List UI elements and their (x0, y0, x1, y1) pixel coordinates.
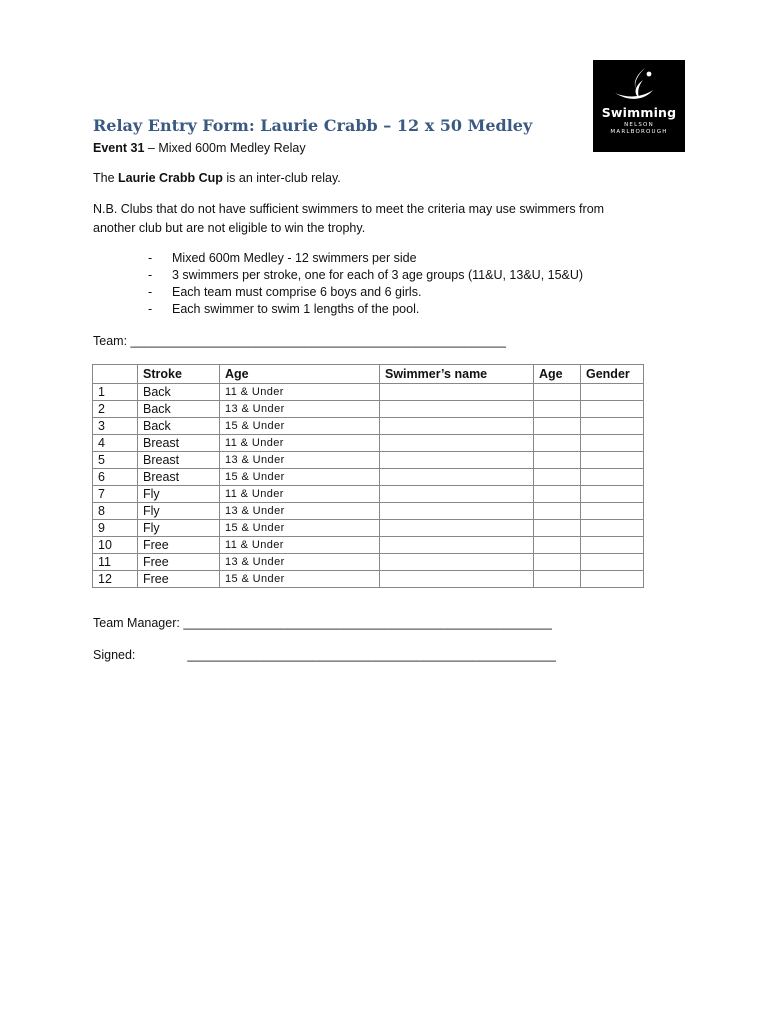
table-row (93, 554, 644, 571)
swimmer-age-cell[interactable] (534, 520, 581, 537)
logo-subtitle-line1: NELSON (624, 122, 654, 128)
page-title: Relay Entry Form: Laurie Crabb – 12 x 50 Medley (93, 116, 533, 135)
row-number: 9 (93, 520, 138, 537)
rule-item (148, 251, 583, 268)
row-stroke: Free (138, 571, 220, 588)
rule-item (148, 285, 583, 302)
table-row (93, 401, 644, 418)
signature-blank[interactable]: _____________________________________________________ (187, 648, 556, 662)
row-age-group: 13 & Under (220, 554, 380, 571)
row-number: 6 (93, 469, 138, 486)
swimmer-name-cell[interactable] (380, 571, 534, 588)
swimmer-age-cell[interactable] (534, 503, 581, 520)
row-stroke: Back (138, 418, 220, 435)
row-stroke: Fly (138, 503, 220, 520)
swimmer-age-cell[interactable] (534, 435, 581, 452)
swimmer-age-cell[interactable] (534, 554, 581, 571)
row-age-group: 11 & Under (220, 486, 380, 503)
note-line-1: N.B. Clubs that do not have sufficient swimmers to meet the criteria may use swimmers from (93, 202, 605, 216)
row-stroke: Fly (138, 486, 220, 503)
swimmer-age-cell[interactable] (534, 452, 581, 469)
event-label: Event 31 (93, 141, 145, 155)
swimmer-age-cell[interactable] (534, 537, 581, 554)
row-age-group: 11 & Under (220, 384, 380, 401)
row-stroke: Free (138, 537, 220, 554)
swimmer-gender-cell[interactable] (581, 571, 644, 588)
row-number: 11 (93, 554, 138, 571)
bullet-dash: - (148, 302, 153, 316)
row-number: 2 (93, 401, 138, 418)
swimmer-gender-cell[interactable] (581, 469, 644, 486)
swimmer-age-cell[interactable] (534, 418, 581, 435)
row-number: 8 (93, 503, 138, 520)
table-row (93, 537, 644, 554)
team-manager-blank[interactable]: _____________________________________________________ (183, 616, 552, 630)
swimmer-gender-cell[interactable] (581, 401, 644, 418)
logo-subtitle-line2: MARLBOROUGH (610, 129, 668, 135)
row-stroke: Breast (138, 452, 220, 469)
swimmer-age-cell[interactable] (534, 571, 581, 588)
swimmer-gender-cell[interactable] (581, 537, 644, 554)
swimmer-age-cell[interactable] (534, 384, 581, 401)
table-row (93, 435, 644, 452)
swimmer-age-cell[interactable] (534, 486, 581, 503)
team-manager-label: Team Manager: (93, 616, 180, 630)
header-number (93, 365, 138, 384)
swimmer-name-cell[interactable] (380, 401, 534, 418)
row-age-group: 15 & Under (220, 520, 380, 537)
intro-pre: The (93, 171, 119, 185)
swimmer-name-cell[interactable] (380, 503, 534, 520)
intro-post: is an inter-club relay. (222, 171, 341, 185)
swimmer-age-cell[interactable] (534, 401, 581, 418)
row-number: 10 (93, 537, 138, 554)
signed-label: Signed: (93, 648, 136, 662)
team-manager-field[interactable] (93, 616, 552, 630)
row-number: 1 (93, 384, 138, 401)
bullet-dash: - (148, 251, 153, 265)
table-row (93, 571, 644, 588)
rule-text: Each swimmer to swim 1 lengths of the pool. (172, 302, 420, 316)
row-age-group: 13 & Under (220, 503, 380, 520)
table-row (93, 384, 644, 401)
cup-name: Laurie Crabb Cup (118, 171, 223, 185)
rule-text: Each team must comprise 6 boys and 6 girls. (172, 285, 422, 299)
swimmer-gender-cell[interactable] (581, 384, 644, 401)
swimmer-name-cell[interactable] (380, 418, 534, 435)
row-stroke: Free (138, 554, 220, 571)
bullet-dash: - (148, 285, 153, 299)
swimmer-gender-cell[interactable] (581, 418, 644, 435)
swimming-logo (593, 60, 685, 152)
swimmer-age-cell[interactable] (534, 469, 581, 486)
row-number: 4 (93, 435, 138, 452)
swimmer-name-cell[interactable] (380, 486, 534, 503)
row-number: 7 (93, 486, 138, 503)
row-number: 3 (93, 418, 138, 435)
swimmer-gender-cell[interactable] (581, 503, 644, 520)
rule-item (148, 268, 583, 285)
logo-wordmark: Swimming (601, 105, 677, 120)
row-age-group: 15 & Under (220, 469, 380, 486)
rule-text: Mixed 600m Medley - 12 swimmers per side (172, 251, 417, 265)
intro-line (93, 171, 341, 185)
team-field[interactable] (93, 334, 506, 348)
header-age-group: Age (220, 365, 380, 384)
header-gender: Gender (581, 365, 644, 384)
signature-field[interactable] (93, 648, 556, 662)
row-stroke: Back (138, 384, 220, 401)
table-row (93, 418, 644, 435)
note-line-2: another club but are not eligible to win the trophy. (93, 221, 366, 235)
table-row (93, 452, 644, 469)
row-stroke: Fly (138, 520, 220, 537)
swimmer-gender-cell[interactable] (581, 486, 644, 503)
row-age-group: 11 & Under (220, 537, 380, 554)
row-age-group: 13 & Under (220, 401, 380, 418)
row-stroke: Breast (138, 469, 220, 486)
swimmer-name-cell[interactable] (380, 435, 534, 452)
swimmer-gender-cell[interactable] (581, 520, 644, 537)
swimmer-name-cell[interactable] (380, 520, 534, 537)
table-header-row (93, 365, 644, 384)
relay-table (92, 364, 644, 588)
swimmer-gender-cell[interactable] (581, 452, 644, 469)
row-age-group: 13 & Under (220, 452, 380, 469)
rule-text: 3 swimmers per stroke, one for each of 3 age groups (11&U, 13&U, 15&U) (172, 268, 584, 282)
table-row (93, 486, 644, 503)
row-age-group: 15 & Under (220, 418, 380, 435)
table-row (93, 469, 644, 486)
rule-item (148, 302, 583, 319)
swimmer-name-cell[interactable] (380, 469, 534, 486)
bullet-dash: - (148, 268, 153, 282)
event-description: – Mixed 600m Medley Relay (144, 141, 306, 155)
swimmer-name-cell[interactable] (380, 452, 534, 469)
row-age-group: 11 & Under (220, 435, 380, 452)
team-blank[interactable]: ______________________________________________________ (130, 334, 506, 348)
table-row (93, 520, 644, 537)
team-label: Team: (93, 334, 128, 348)
row-number: 12 (93, 571, 138, 588)
header-age: Age (534, 365, 581, 384)
row-number: 5 (93, 452, 138, 469)
swimmer-name-cell[interactable] (380, 554, 534, 571)
table-row (93, 503, 644, 520)
header-swimmer-name: Swimmer’s name (380, 365, 534, 384)
swimmer-gender-cell[interactable] (581, 435, 644, 452)
swimmer-name-cell[interactable] (380, 384, 534, 401)
row-age-group: 15 & Under (220, 571, 380, 588)
row-stroke: Breast (138, 435, 220, 452)
rules-list (148, 251, 583, 319)
swimmer-gender-cell[interactable] (581, 554, 644, 571)
event-line (93, 141, 306, 155)
header-stroke: Stroke (138, 365, 220, 384)
row-stroke: Back (138, 401, 220, 418)
swimmer-name-cell[interactable] (380, 537, 534, 554)
